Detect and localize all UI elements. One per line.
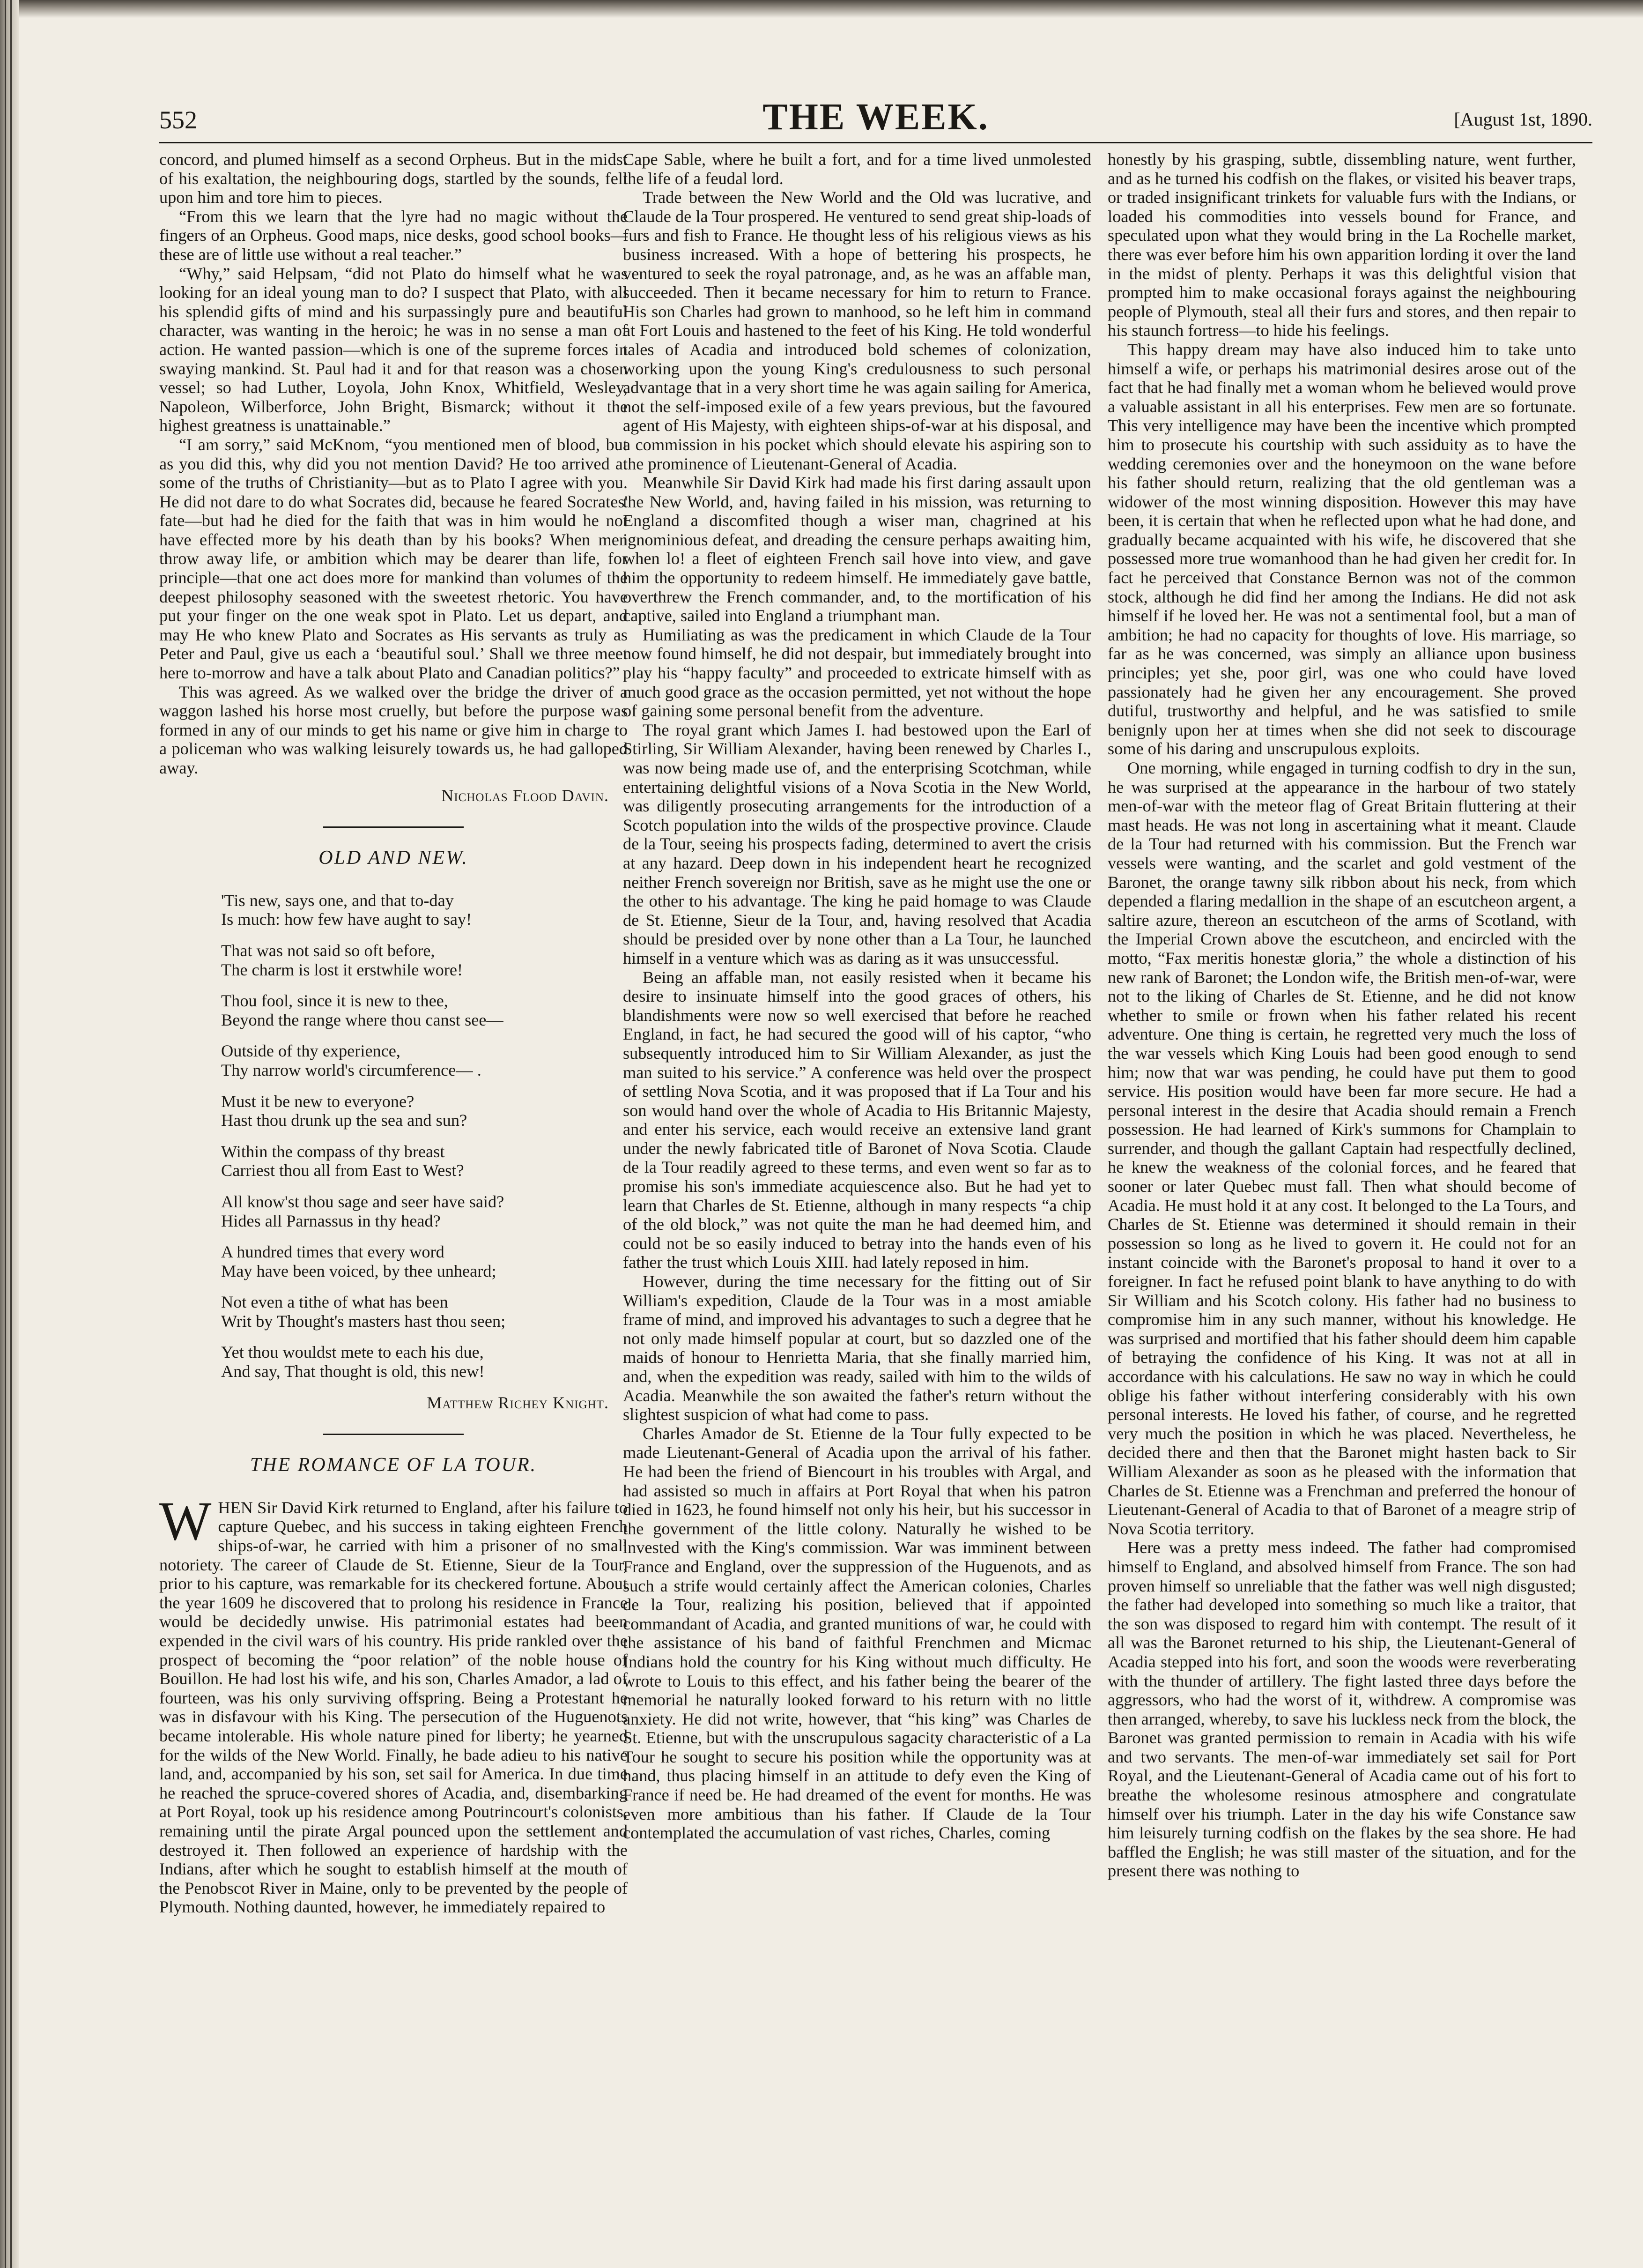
poem-line: Must it be new to everyone? — [221, 1092, 414, 1111]
article-paragraph: “Why,” said Helpsam, “did not Plato do himself what he was looking for an ideal young man to do? I suspect that Plato, with all his splendid gifts of mind and his surpassingly pure and beautiful character, was wanting in the heroic; he was in no sense a man of action. He wanted passion—which is one of the supreme forces in swaying mankind. St. Paul had it and for that reason was a chosen vessel; so had Luther, Loyola, John Knox, Whitfield, Wesley, Napoleon, Wilberforce, John Bright, Bismarck; without it the highest greatness is unattainable.” — [159, 264, 628, 435]
page-top-edge — [19, 0, 1643, 18]
header-rule — [159, 142, 1592, 143]
column-3 — [1108, 150, 1576, 2249]
article-paragraph: honestly by his grasping, subtle, dissembling nature, went further, and as he turned his codfish on the flakes, or visited his beaver traps, or traded insignificant trinkets for valuable furs with the Indians, or loaded his commodities into vessels bound for France, and speculated upon what they would bring in the La Rochelle market, there was ever before him his own apparition lording it over the land in the midst of plenty. Perhaps it was this delightful vision that prompted him to make occasional forays against the neighbouring people of Plymouth, steal all their furs and stores, and then repair to his staunch fortress—to hide his feelings. — [1108, 150, 1576, 340]
poem-line: 'Tis new, says one, and that to-day — [221, 891, 454, 910]
poem-line: Outside of thy experience, — [221, 1041, 400, 1061]
poem-line: That was not said so oft before, — [221, 941, 435, 960]
poem-stanza — [221, 941, 628, 979]
poem-line: The charm is lost it erstwhile wore! — [221, 960, 463, 979]
journal-title: THE WEEK. — [762, 97, 989, 138]
poem-stanza — [221, 1242, 628, 1280]
poem-line: All know'st thou sage and seer have said? — [221, 1192, 504, 1211]
poem-stanza — [221, 1343, 628, 1381]
article-paragraph: concord, and plumed himself as a second Orpheus. But in the midst of his exaltation, the neighbouring dogs, startled by the sounds, fell upon him and tore him to pieces. — [159, 150, 628, 207]
article-paragraph: Trade between the New World and the Old was lucrative, and Claude de la Tour prospered. He ventured to send great ship-loads of furs and fish to France. He thought less of his religious views as his business increased. With a hope of bettering his prospects, he ventured to seek the royal patronage, and, as he was an affable man, succeeded. Then it became necessary for him to return to France. His son Charles had grown to manhood, so he left him in command at Fort Louis and hastened to the feet of his King. He told wonderful tales of Acadia and introduced bold schemes of colonization, working upon the young King's credulousness to such personal advantage that in a very short time he was again sailing for America, not the self-imposed exile of a few years previous, but the favoured agent of His Majesty, with eighteen ships-of-war at his disposal, and a commission in his pocket which should elevate his aspiring son to the prominence of Lieutenant-General of Acadia. — [623, 188, 1091, 473]
poem-line: Beyond the range where thou canst see— — [221, 1010, 503, 1029]
poem-title: OLD AND NEW. — [318, 847, 468, 869]
poem-line: Carriest thou all from East to West? — [221, 1161, 464, 1180]
poem-stanza — [221, 1041, 628, 1079]
article-paragraph — [159, 1490, 628, 1917]
poem-line: Yet thou wouldst mete to each his due, — [221, 1343, 484, 1362]
poem-stanza — [221, 991, 628, 1029]
poem-line: Not even a tithe of what has been — [221, 1293, 448, 1312]
issue-date: [August 1st, 1890. — [1454, 109, 1592, 130]
article-paragraph: Meanwhile Sir David Kirk had made his first daring assault upon the New World, and, having failed in his mission, was returning to England a discomfited though a wiser man, chagrined at his ignominious defeat, and dreading the censure perhaps awaiting him, when lo! a fleet of eighteen French sail hove into view, and gave him the opportunity to redeem himself. He immediately gave battle, overthrew the French commander, and, to the mortification of his captive, sailed into England a triumphant man. — [623, 473, 1091, 625]
poem-line: Is much: how few have aught to say! — [221, 910, 472, 929]
article-title: THE ROMANCE OF LA TOUR. — [250, 1454, 537, 1476]
page-header — [159, 96, 1592, 138]
poet-signature: Matthew Richey Knight. — [427, 1393, 609, 1412]
article-paragraph: This happy dream may have also induced him to take unto himself a wife, or perhaps his matrimonial desires arose out of the fact that he had finally met a woman whom he believed would prove a valuable assistant in all his enterprises. Few men are so fortunate. This very intelligence may have been the incentive which prompted him to prosecute his courtship with such assiduity as to have the wedding ceremonies over and the honeymoon on the wane before his father should return, realizing that the old gentleman was a widower of the most winning disposition. However this may have been, it is certain that when he reflected upon what he had done, and gradually became acquainted with his wife, he discovered that she possessed more true womanhood than he had given her credit for. In fact he perceived that Constance Bernon was not of the common stock, although he did find her among the Indians. He did not ask himself if he loved her. He was not a sentimental fool, but a man of ambition; he had no capacity for thoughts of love. His marriage, so far as he was concerned, was simply an alliance upon business principles; yet she, poor girl, was one who could have loved passionately had he given her any encouragement. She proved dutiful, trustworthy and helpful, and he was satisfied to smile benignly upon her at times when she did not seek to discourage some of his daring and unscrupulous exploits. — [1108, 340, 1576, 758]
article-paragraph: Being an affable man, not easily resisted when it became his desire to insinuate himself into the good graces of others, his blandishments were now so well exercised that before he reached England, in fact, he had secured the good will of his captor, “who subsequently introduced him to Sir William Alexander, as just the man suited to his service.” A conference was held over the prospect of settling Nova Scotia, and it was proposed that if La Tour and his son would hand over the whole of Acadia to His Britannic Majesty, and enter his service, each would receive an extensive land grant under the newly fabricated title of Baronet of Nova Scotia. Claude de la Tour readily agreed to these terms, and even went so far as to promise his son's immediate acquiescence also. But he had yet to learn that Charles de St. Etienne, although in many respects “a chip of the old block,” was not quite the man he had deemed him, and could not be so easily induced to betray into the hands even of his father the trust which Louis XIII. had lately reposed in him. — [623, 967, 1091, 1272]
article-paragraph: Humiliating as was the predicament in which Claude de la Tour now found himself, he did not despair, but immediately brought into play his “happy faculty” and proceeded to extricate himself with as much good grace as the occasion permitted, yet not without the hope of gaining some personal benefit from the adventure. — [623, 625, 1091, 721]
poem-stanza — [221, 1293, 628, 1331]
section-divider — [323, 826, 464, 828]
article-paragraph: This was agreed. As we walked over the bridge the driver of a waggon lashed his horse most cruelly, but before the purpose was formed in any of our minds to get his name or give him in charge to a policeman who was walking leisurely towards us, he had galloped away. — [159, 682, 628, 777]
poem-line: Thy narrow world's circumference— . — [221, 1060, 481, 1079]
poem-stanza — [221, 1142, 628, 1180]
column-1 — [159, 150, 628, 2249]
article-paragraph: “From this we learn that the lyre had no magic without the fingers of an Orpheus. Good maps, nice desks, good school books—these are of little use without a real teacher.” — [159, 207, 628, 264]
column-2 — [623, 150, 1091, 2249]
poem-line: Hides all Parnassus in thy head? — [221, 1211, 441, 1230]
page-number: 552 — [159, 106, 197, 134]
poem-line: A hundred times that every word — [221, 1242, 444, 1262]
margin-rule — [10, 0, 12, 2268]
poem-line: And say, That thought is old, this new! — [221, 1362, 485, 1381]
article-paragraph: One morning, while engaged in turning codfish to dry in the sun, he was surprised at the appearance in the harbour of two stately men-of-war with the meteor flag of Great Britain fluttering at their mast heads. He was not long in ascertaining what it meant. Claude de la Tour had returned with his commission. But the French war vessels were wanting, and the scarlet and gold vestment of the Baronet, the orange tawny silk ribbon about his neck, from which depended a flaring medallion in the shape of an escutcheon argent, a saltire azure, thereon an escutcheon of the arms of Scotland, with the Imperial Crown above the escutcheon, and encircled with the motto, “Fax meritis honestæ gloria,” the whole a distinction of his new rank of Baronet; the London wife, the British men-of-war, were not to the liking of Charles de St. Etienne, and he did not know whether to smile or frown when his father related his recent adventure. One thing is certain, he regretted very much the loss of the war vessels which King Louis had been good enough to send him; now that war was pending, he could have put them to good service. His position would have been far more secure. He had a personal interest in the desire that Acadia should remain a French possession. He had learned of Kirk's summons for Champlain to surrender, and though the gallant Captain had respectfully declined, he knew the weakness of the colonial forces, and he feared that sooner or later Quebec must fall. Then what should become of Acadia. He must hold it at any cost. It belonged to the La Tours, and Charles de St. Etienne was determined it should remain in their possession so long as he lived to govern it. He could not for an instant coincide with the Baronet's proposal to hand it over to a foreigner. In fact he refused point blank to have anything to do with Sir William and his Scotch colony. His father had no business to compromise him in any such manner, without his knowledge. He was surprised and mortified that his father should deem him capable of betraying the confidence of his King. It was not at all in accordance with his calculations. He saw no way in which he could oblige his father without interfering considerably with his own personal interests. He loved his father, of course, and he regretted very much the position in which he was placed. Nevertheless, he decided there and then that the Baronet might hasten back to Sir William Alexander as soon as he pleased with the information that Charles de St. Etienne was a Frenchman and preferred the honour of Lieutenant-General of Acadia to that of Baronet of a meagre strip of Nova Scotia territory. — [1108, 758, 1576, 1538]
drop-cap: W — [159, 1490, 212, 1552]
article-paragraph: Cape Sable, where he built a fort, and for a time lived unmolested the life of a feudal lord. — [623, 150, 1091, 188]
article-paragraph: Charles Amador de St. Etienne de la Tour fully expected to be made Lieutenant-General of Acadia upon the arrival of his father. He had been the friend of Biencourt in his troubles with Argal, and had assisted so much in affairs at Port Royal that when his patron died in 1623, he found himself not only his heir, but his successor in the government of the little colony. Naturally he wished to be invested with the King's commission. War was imminent between France and England, over the suppression of the Huguenots, and as such a strife would certainly affect the American colonies, Charles de la Tour, realizing his position, believed that if appointed commandant of Acadia, and granted munitions of war, he could with the assistance of his band of faithful Frenchmen and Micmac Indians hold the country for his King without much difficulty. He wrote to Louis to this effect, and his father being the bearer of the memorial he naturally looked forward to his return with no little anxiety. He did not write, however, that “his king” was Charles de St. Etienne, but with the unscrupulous sagacity characteristic of a La Tour he sought to secure his position while the opportunity was at hand, thus placing himself in an attitude to defy even the King of France if need be. He had dreamed of the event for months. He was even more ambitious than his father. If Claude de la Tour contemplated the accumulation of vast riches, Charles, coming — [623, 1424, 1091, 1843]
poem-line: Within the compass of thy breast — [221, 1142, 445, 1161]
poem-stanza — [221, 1192, 628, 1230]
poem-line: Hast thou drunk up the sea and sun? — [221, 1111, 467, 1130]
author-signature: Nicholas Flood Davin. — [441, 786, 609, 805]
article-paragraph: However, during the time necessary for the fitting out of Sir William's expedition, Claude de la Tour was in a most amiable frame of mind, and improved his advantages to such a degree that he not only made himself popular at court, but so dazzled one of the maids of honour to Henrietta Maria, that she finally married him, and, when the expedition was ready, sailed with him to the wilds of Acadia. Meanwhile the son awaited the father's return without the slightest suspicion of what had come to pass. — [623, 1272, 1091, 1424]
article-paragraph-text: HEN Sir David Kirk returned to England, after his failure to capture Quebec, and his success in taking eighteen French ships-of-war, he carried with him a prisoner of no small notoriety. The career of Claude de St. Etienne, Sieur de la Tour, prior to his capture, was remarkable for its checkered fortune. About the year 1609 he discovered that to prolong his residence in France would be decidedly unwise. His patrimonial estates had been expended in the civil wars of his country. His pride rankled over the prospect of becoming the “poor relation” of the noble house of Bouillon. He had lost his wife, and his son, Charles Amador, a lad of fourteen, was his only surviving offspring. Being a Protestant he was in disfavour with his King. The persecution of the Huguenots became intolerable. His whole nature pined for liberty; he yearned for the wilds of the New World. Finally, he bade adieu to his native land, and, accompanied by his son, set sail for America. In due time he reached the spruce-covered shores of Acadia, and, disembarking at Port Royal, took up his residence among Poutrincourt's colonists, remaining until the pirate Argal pounced upon the settlement and destroyed it. Then followed an experience of hardship with the Indians, after which he sought to establish himself at the mouth of the Penobscot River in Maine, only to be prevented by the people of Plymouth. Nothing daunted, however, he immediately repaired to — [159, 1498, 628, 1917]
article-paragraph: Here was a pretty mess indeed. The father had compromised himself to England, and absolved himself from France. The son had proven himself so unreliable that the father was well nigh disgusted; the father had developed into something so much like a traitor, that the son was disposed to regard him with contempt. The result of it all was the Baronet returned to his ship, the Lieutenant-General of Acadia stepped into his fort, and soon the woods were reverberating with the thunder of artillery. The fight lasted three days before the aggressors, who had the worst of it, withdrew. A compromise was then arranged, whereby, to save his luckless neck from the block, the Baronet was granted permission to remain in Acadia with his wife and two servants. The men-of-war immediately set sail for Port Royal, and the Lieutenant-General of Acadia came out of his fort to breathe the wholesome resinous atmosphere and congratulate himself over his triumph. Later in the day his wife Constance saw him leisurely turning codfish on the flakes by the sea shore. He had baffled the English; he was still master of the situation, and for the present there was nothing to — [1108, 1538, 1576, 1881]
poem-stanza — [221, 891, 628, 929]
binding-margin — [0, 0, 19, 2268]
margin-rule — [5, 0, 6, 2268]
poem-line: Writ by Thought's masters hast thou seen; — [221, 1311, 506, 1331]
poem-line: Thou fool, since it is new to thee, — [221, 991, 448, 1011]
section-divider — [323, 1434, 464, 1435]
poem-line: May have been voiced, by thee unheard; — [221, 1261, 496, 1280]
poem-stanza — [221, 1092, 628, 1130]
poem — [159, 891, 628, 1381]
article-paragraph: The royal grant which James I. had bestowed upon the Earl of Stirling, Sir William Alexander, having been renewed by Charles I., was now being made use of, and the enterprising Scotchman, while entertaining delightful visions of a Nova Scotia in the New World, was diligently prosecuting arrangements for the introduction of a Scotch population into the wilds of the prospective province. Claude de la Tour, seeing his prospects fading, determined to avert the crisis at any hazard. Deep down in his independent heart he recognized neither French sovereign nor British, save as he might use the one or the other to his advantage. The king he paid homage to was Claude de St. Etienne, Sieur de la Tour, and, having resolved that Acadia should be presided over by none other than a La Tour, he launched himself in a venture which was as daring as it was unsuccessful. — [623, 720, 1091, 967]
article-paragraph: “I am sorry,” said McKnom, “you mentioned men of blood, but as you did this, why did you not mention David? He too arrived at some of the truths of Christianity—but as to Plato I agree with you. He did not dare to do what Socrates did, because he feared Socrates' fate—but had he died for the faith that was in him would he not have effected more by his death than by his books? When men throw away life, or ambition which may be dearer than life, for principle—that one act does more for mankind than volumes of the deepest philosophy seasoned with the sweetest rhetoric. You have put your finger on the one weak spot in Plato. Let us depart, and may He who knew Plato and Socrates as His servants as truly as Peter and Paul, give us each a ‘beautiful soul.’ Shall we three meet here to-morrow and have a talk about Plato and Canadian politics?” — [159, 435, 628, 683]
